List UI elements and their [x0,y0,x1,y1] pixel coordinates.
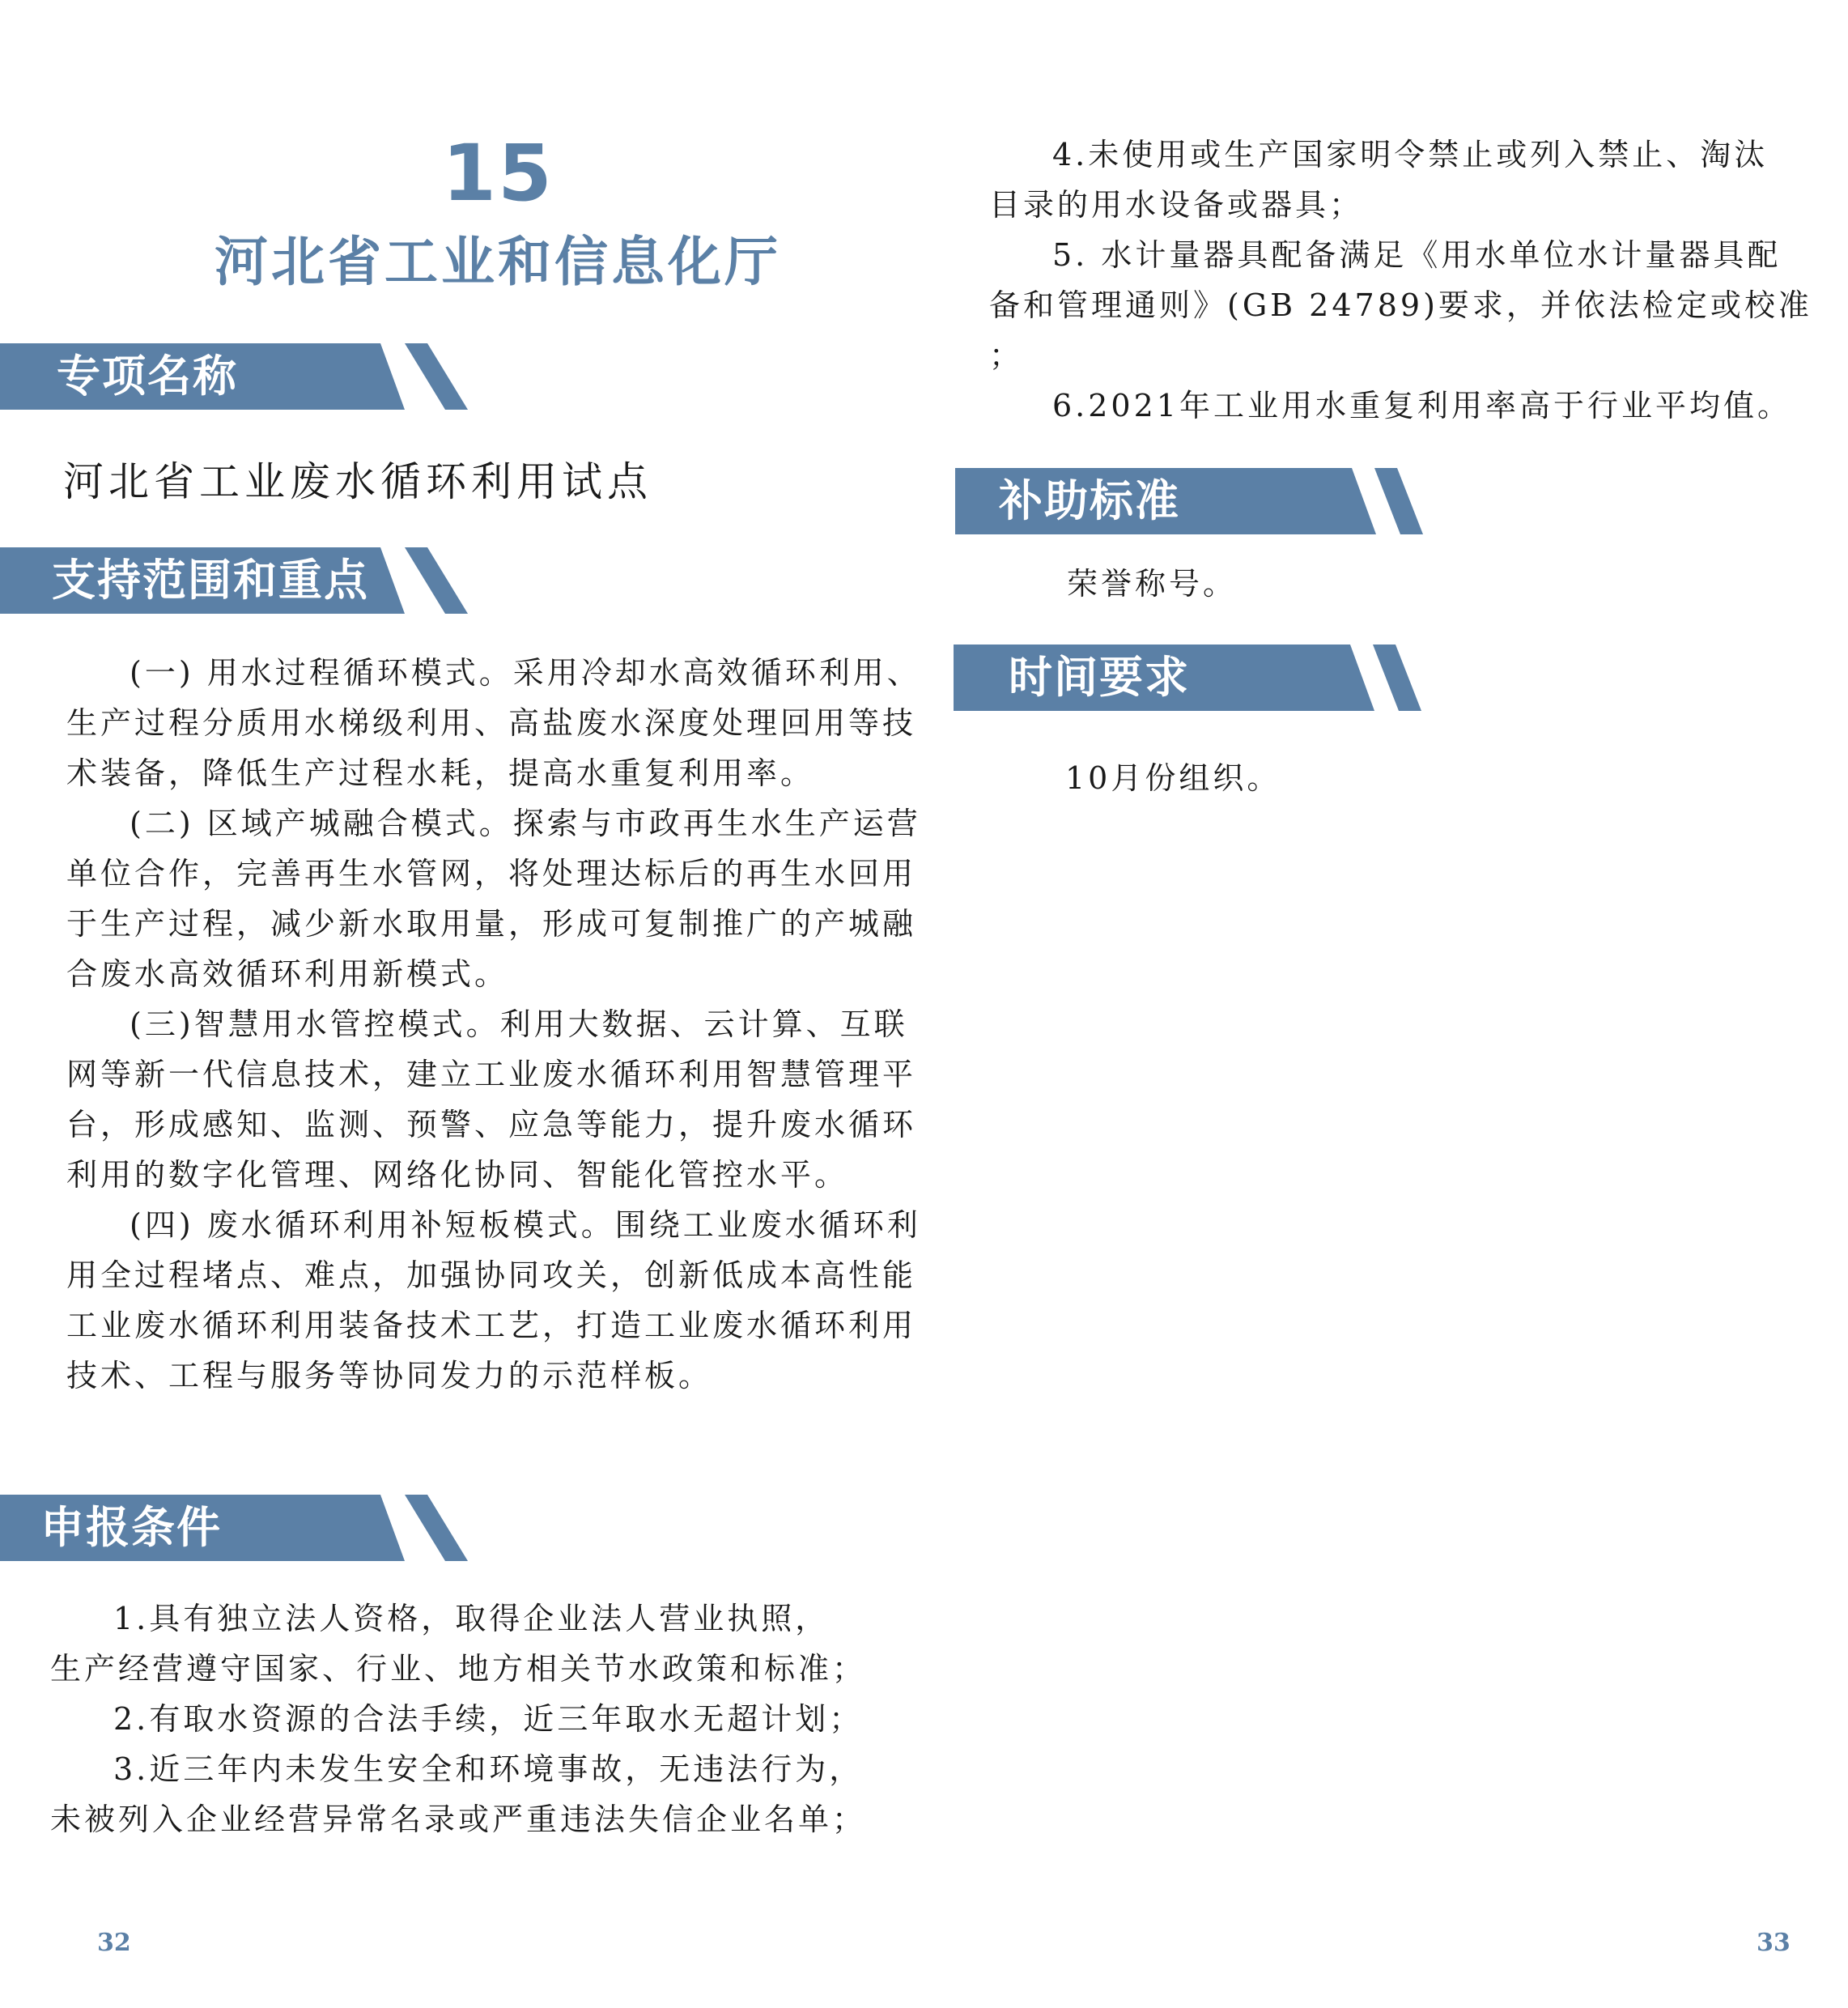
project-name: 河北省工业废水循环利用试点 [63,458,652,505]
subsidy-text [1067,559,1237,609]
banner-label: 支持范围和重点 [52,555,369,606]
paragraph-line: 用全过程堵点、难点，加强协同攻关，创新低成本高性能 [66,1257,917,1293]
banner-subsidy [955,468,1425,534]
banner-label: 时间要求 [1009,652,1190,703]
section-number: 15 [442,128,554,219]
page-number-left: 32 [97,1929,131,1957]
paragraph-line: 生产过程分质用水梯级利用、高盐废水深度处理回用等技 [66,705,917,741]
page-number-right: 33 [1757,1929,1791,1957]
department-title: 河北省工业和信息化厅 [215,231,781,293]
paragraph-line: 于生产过程，减少新水取用量，形成可复制推广的产城融 [66,906,917,942]
banner-project-name [0,343,469,410]
paragraph-line: 合废水高效循环利用新模式。 [66,956,509,992]
paragraph-line: (一) 用水过程循环模式。采用冷却水高效循环利用、 [130,655,921,691]
paragraph-line: 利用的数字化管理、网络化协同、智能化管控水平。 [66,1157,849,1193]
paragraph-line: 台，形成感知、监测、预警、应急等能力，提升废水循环 [66,1107,917,1142]
paragraph-line: 术装备，降低生产过程水耗，提高水重复利用率。 [66,755,815,791]
banner-label: 专项名称 [57,351,238,402]
paragraph-line: 2.有取水资源的合法手续，近三年取水无超计划； [113,1701,864,1737]
paragraph-line: 备和管理通则》(GB 24789)要求，并依法检定或校准 [989,287,1812,323]
conditions-text-left [50,1593,866,1844]
time-text [1065,753,1281,803]
paragraph-line: 单位合作，完善再生水管网，将处理达标后的再生水回用 [66,856,917,891]
paragraph-line: 网等新一代信息技术，建立工业废水循环利用智慧管理平 [66,1057,917,1092]
conditions-text-right [989,130,1812,431]
paragraph-line: (三)智慧用水管控模式。利用大数据、云计算、互联 [130,1006,908,1042]
paragraph-line: (四) 废水循环利用补短板模式。围绕工业废水循环利 [130,1207,921,1243]
paragraph-line: 3.近三年内未发生安全和环境事故，无违法行为， [113,1751,864,1787]
banner-label: 申报条件 [40,1502,222,1553]
paragraph-line: 目录的用水设备或器具； [989,187,1364,223]
banner-time [954,645,1423,711]
paragraph-line: 工业废水循环利用装备技术工艺，打造工业废水循环利用 [66,1308,917,1343]
paragraph-line: 10月份组织。 [1065,760,1281,796]
paragraph-line: 1.具有独立法人资格，取得企业法人营业执照， [113,1601,830,1636]
paragraph-line: 技术、工程与服务等协同发力的示范样板。 [66,1358,713,1393]
paragraph-line: 荣誉称号。 [1067,566,1238,602]
paragraph-line: 未被列入企业经营异常名录或严重违法失信企业名单； [50,1802,867,1837]
paragraph-line: 4.未使用或生产国家明令禁止或列入禁止、淘汰 [1052,137,1769,172]
banner-label: 补助标准 [999,475,1180,526]
scope-text [66,648,921,1401]
banner-conditions [0,1495,469,1561]
paragraph-line: 6.2021年工业用水重复利用率高于行业平均值。 [1052,388,1791,423]
paragraph-line: ； [989,338,1024,373]
paragraph-line: 生产经营遵守国家、行业、地方相关节水政策和标准； [50,1651,867,1687]
paragraph-line: 5. 水计量器具配备满足《用水单位水计量器具配 [1052,237,1782,273]
paragraph-line: (二) 区域产城融合模式。探索与市政再生水生产运营 [130,806,921,841]
banner-scope [0,547,469,614]
